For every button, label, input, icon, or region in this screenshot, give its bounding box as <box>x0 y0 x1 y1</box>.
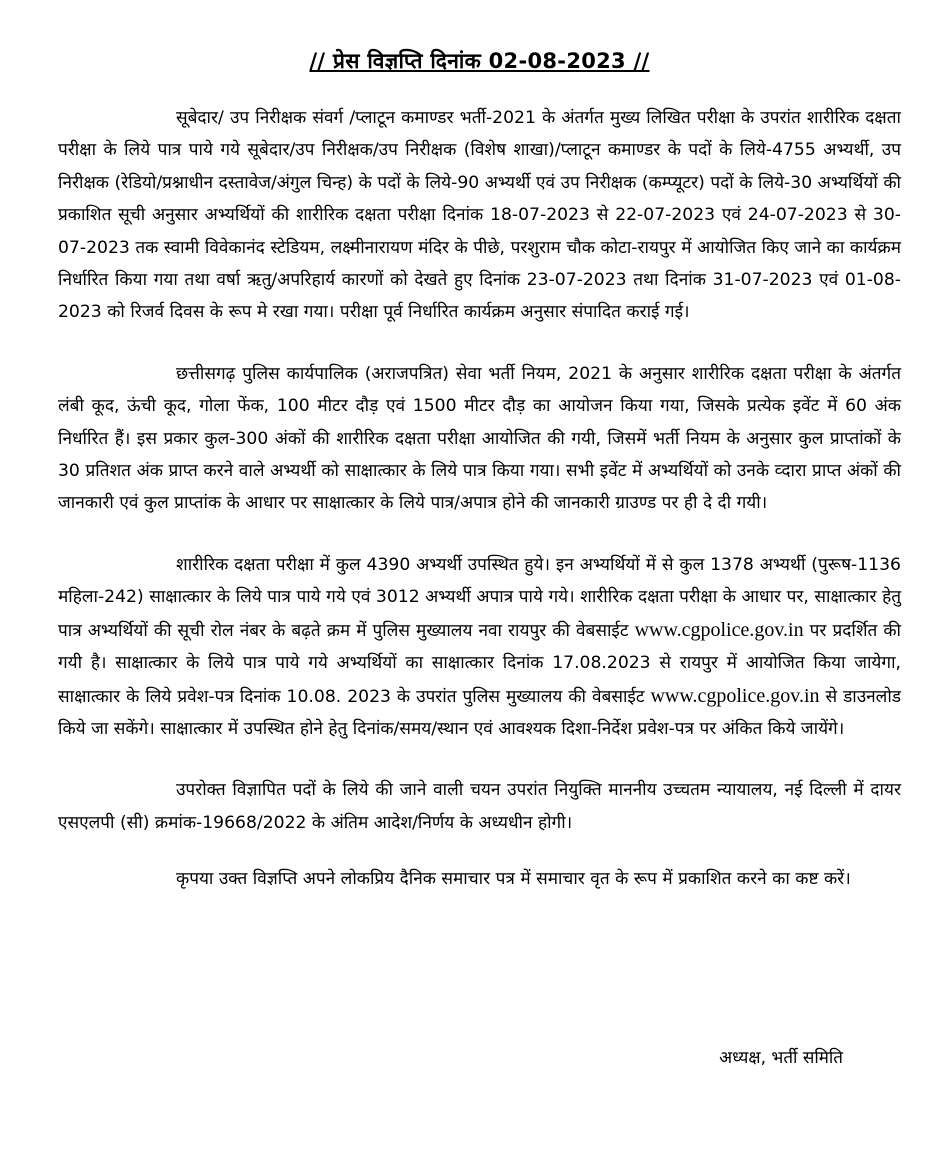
results-text-part-3: से डाउनलोड किये जा सकेंगे। साक्षात्कार में उपस्थित होने हेतु दिनांक/समय/स्थान एवं आवश्यक दिशा-निर्देश प्रवेश-पत्र पर अंकित किये जायेंगे। <box>58 686 901 739</box>
website-link-download[interactable]: www.cgpolice.gov.in <box>650 684 820 707</box>
paragraph-supreme-court-note: उपरोक्त विज्ञापित पदों के लिये की जाने वाली चयन उपरांत नियुक्ति माननीय उच्चतम न्यायालय, नई दिल्ली में दायर एसएलपी (सी) क्रमांक-19668/2022 के अंतिम आदेश/निर्णय के अध्यधीन होगी। <box>58 780 901 833</box>
paragraph-test-results <box>58 549 901 745</box>
signature-line: अध्यक्ष, भर्ती समिति <box>719 1048 843 1068</box>
results-text-part-1: शारीरिक दक्षता परीक्षा में कुल 4390 अभ्यर्थी उपस्थित हुये। इन अभ्यर्थियों में से कुल 1378 अभ्यर्थी (पुरूष-1136 महिला-242) साक्षात्कार के लिये पात्र पाये गये एवं 3012 अभ्यर्थी अपात्र पाये गये। शारीरिक दक्षता परीक्षा के आधार पर, साक्षात्कार हेतु पात्र अभ्यर्थियों की सूची रोल नंबर के बढ़ते क्रम में पुलिस मुख्यालय नवा रायपुर की वेबसाईट <box>58 554 901 641</box>
website-link[interactable]: www.cgpolice.gov.in <box>634 618 804 641</box>
results-text-part-2: पर प्रदर्शित की गयी है। साक्षात्कार के लिये पात्र पाये गये अभ्यर्थियों का साक्षात्कार दिनांक 17.08.2023 से रायपुर में आयोजित किया जायेगा, साक्षात्कार के लिये प्रवेश-पत्र दिनांक 10.08. 2023 के उपरांत पुलिस मुख्यालय की वेबसाईट <box>58 620 901 707</box>
paragraph-physical-test-rules: छत्तीसगढ़ पुलिस कार्यपालिक (अराजपत्रित) सेवा भर्ती नियम, 2021 के अनुसार शारीरिक दक्षता परीक्षा के अंतर्गत लंबी कूद, ऊंची कूद, गोला फेंक, 100 मीटर दौड़ एवं 1500 मीटर दौड़ का आयोजन किया गया, जिसके प्रत्येक इवेंट में 60 अंक निर्धारित हैं। इस प्रकार कुल-300 अंकों की शारीरिक दक्षता परीक्षा आयोजित की गयी, जिसमें भर्ती नियम के अनुसार कुल प्राप्तांकों के 30 प्रतिशत अंक प्राप्त करने वाले अभ्यर्थी को साक्षात्कार के लिये पात्र किया गया। सभी इवेंट में अभ्यर्थियों को उनके व्दारा प्राप्त अंकों की जानकारी एवं कुल प्राप्तांक के आधार पर साक्षात्कार के लिये पात्र/अपात्र होने की जानकारी ग्राउण्ड पर ही दे दी गयी। <box>58 363 901 514</box>
page-title: // प्रेस विज्ञप्ति दिनांक 02-08-2023 // <box>309 49 650 73</box>
paragraph-publication-request: कृपया उक्त विज्ञप्ति अपने लोकप्रिय दैनिक समाचार पत्र में समाचार वृत के रूप में प्रकाशित करने का कष्ट करें। <box>176 869 851 890</box>
paragraph-recruitment-schedule: सूबेदार/ उप निरीक्षक संवर्ग /प्लाटून कमाण्डर भर्ती-2021 के अंतर्गत मुख्य लिखित परीक्षा के उपरांत शारीरिक दक्षता परीक्षा के लिये पात्र पाये गये सूबेदार/उप निरीक्षक/उप निरीक्षक (विशेष शाखा)/प्लाटून कमाण्डर के पदों के लिये-4755 अभ्यर्थी, उप निरीक्षक (रेडियो/प्रश्नाधीन दस्तावेज/अंगुल चिन्ह) के पदों के लिये-90 अभ्यर्थी एवं उप निरीक्षक (कम्प्यूटर) पदों के लिये-30 अभ्यर्थियों की प्रकाशित सूची अनुसार अभ्यर्थियों की शारीरिक दक्षता परीक्षा दिनांक 18-07-2023 से 22-07-2023 एवं 24-07-2023 से 30-07-2023 तक स्वामी विवेकानंद स्टेडियम, लक्ष्मीनारायण मंदिर के पीछे, परशुराम चौक कोटा-रायपुर में आयोजित किए जाने का कार्यक्रम निर्धारित किया गया तथा वर्षा ऋतु/अपरिहार्य कारणों को देखते हुए दिनांक 23-07-2023 तथा दिनांक 31-07-2023 एवं 01-08-2023 को रिजर्व दिवस के रूप मे रखा गया। परीक्षा पूर्व निर्धारित कार्यक्रम अनुसार संपादित कराई गई। <box>58 108 901 323</box>
